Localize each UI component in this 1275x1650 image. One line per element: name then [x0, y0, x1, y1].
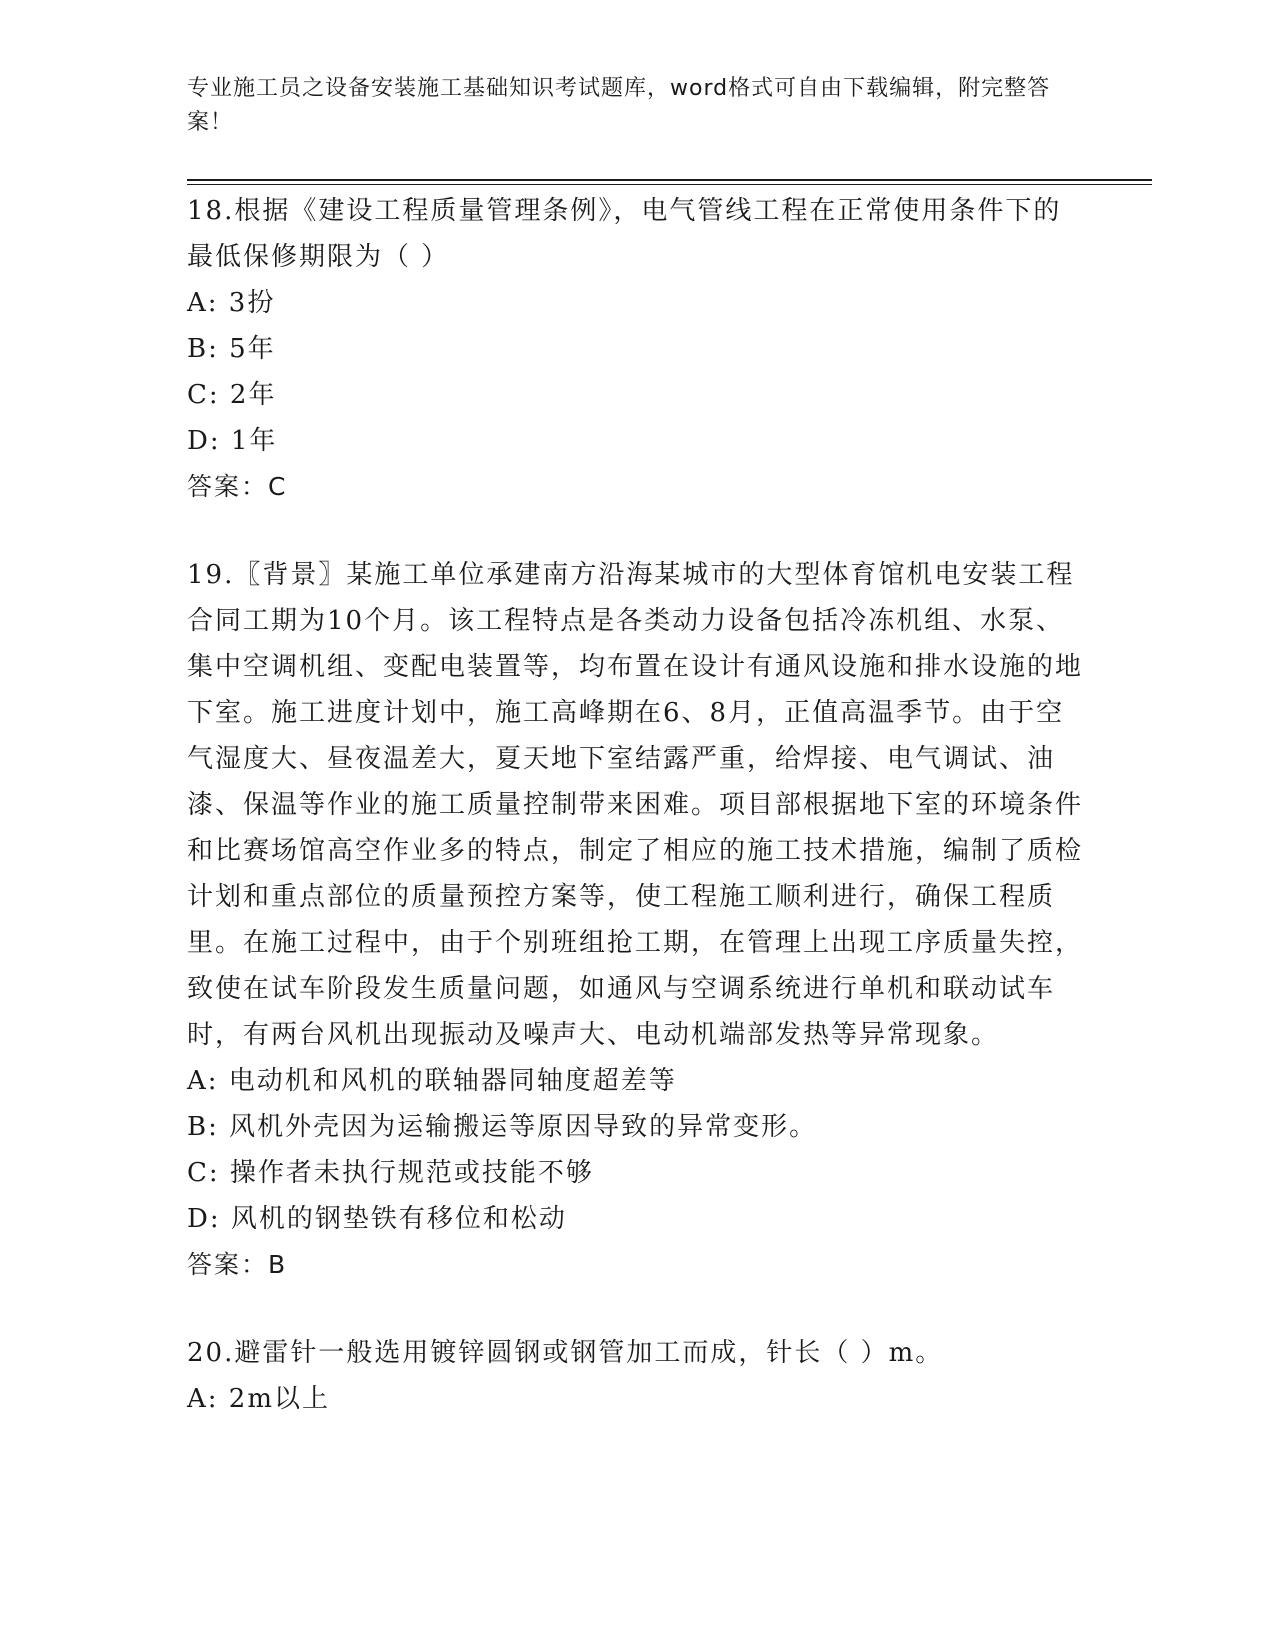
question-block-20	[187, 1330, 1087, 1422]
option-a: A: 2m以上	[187, 1384, 330, 1414]
option-d: D: 1年	[187, 426, 278, 456]
question-stem: 19.〖背景〗某施工单位承建南方沿海某城市的大型体育馆机电安装工程合同工期为10个月。该工程特点是各类动力设备包括冷冻机组、水泵、集中空调机组、变配电装置等，均布置在设计有通风设施和排水设施的地下室。施工进度计划中，施工高峰期在6、8月，正值高温季节。由于空气湿度大、昼夜温差大，夏天地下室结露严重，给焊接、电气调试、油漆、保温等作业的施工质量控制带来困难。项目部根据地下室的环境条件和比赛场馆高空作业多的特点，制定了相应的施工技术措施，编制了质检计划和重点部位的质量预控方案等，使工程施工顺利进行，确保工程质里。在施工过程中，由于个别班组抢工期，在管理上出现工序质量失控，致使在试车阶段发生质量问题，如通风与空调系统进行单机和联动试车时，有两台风机出现振动及噪声大、电动机端部发热等异常现象。	[187, 560, 1084, 1050]
question-spacer	[187, 1288, 1087, 1330]
question-list	[187, 188, 1087, 1422]
option-a: A: 电动机和风机的联轴器同轴度超差等	[187, 1066, 677, 1096]
question-spacer	[187, 510, 1087, 552]
header-divider-thin	[187, 184, 1152, 185]
answer-line: 答案：B	[187, 1250, 288, 1279]
answer-line: 答案：C	[187, 472, 288, 501]
option-c: C: 2年	[187, 380, 277, 410]
question-block-18	[187, 188, 1087, 510]
question-stem: 20.避雷针一般选用镀锌圆钢或钢管加工而成，针长（ ）m。	[187, 1338, 944, 1368]
option-d: D: 风机的钢垫铁有移位和松动	[187, 1204, 567, 1234]
option-b: B: 风机外壳因为运输搬运等原因导致的异常变形。	[187, 1112, 818, 1142]
option-b: B: 5年	[187, 334, 276, 364]
document-header	[187, 72, 1087, 140]
option-a: A: 3扮	[187, 288, 276, 318]
question-block-19	[187, 552, 1087, 1288]
header-divider-thick	[187, 179, 1152, 181]
question-stem: 18.根据《建设工程质量管理条例》，电气管线工程在正常使用条件下的最低保修期限为（ ）	[187, 196, 1062, 272]
header-text: 专业施工员之设备安装施工基础知识考试题库，word格式可自由下载编辑，附完整答案！	[187, 76, 1051, 135]
option-c: C: 操作者未执行规范或技能不够	[187, 1158, 594, 1188]
